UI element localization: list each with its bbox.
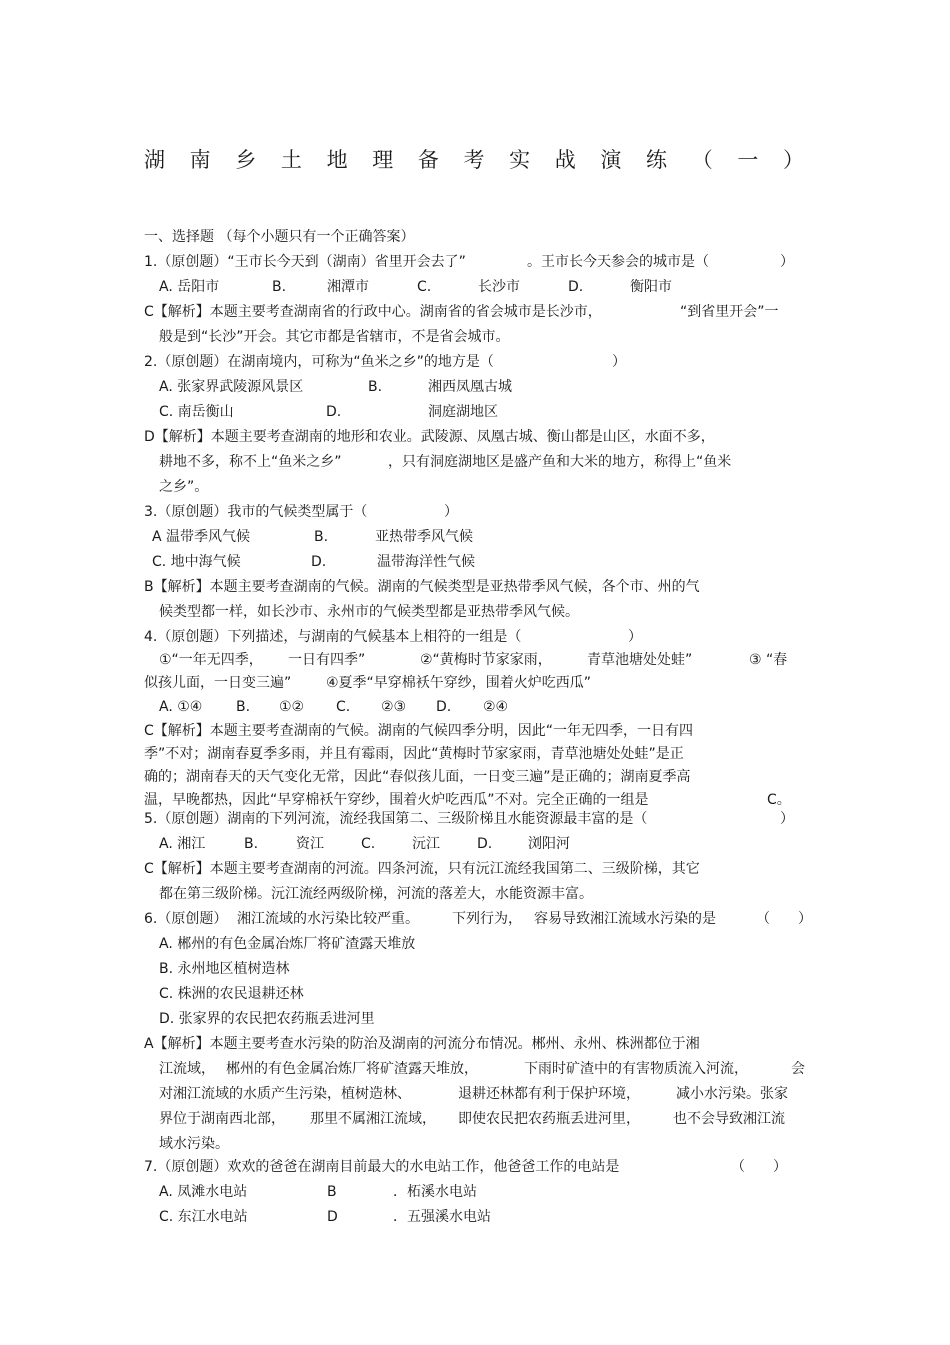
option-b-text: 资江 [296,836,324,852]
option-d: D. [477,836,493,852]
section-heading: 一、选择题 （每个小题只有一个正确答案） [144,229,415,245]
option-d-text: ②④ [483,699,509,715]
analysis-line: 确的；湖南春天的天气变化无常，因此“春似孩儿面，一日变三遍”是正确的；湖南夏季高 [144,769,691,785]
title-char: 战 [554,148,576,172]
question-1-stem: 1.（原创题）“王市长今天到（湖南）省里开会去了” [144,254,466,270]
question-6-close: （ ） [756,911,812,927]
analysis-line: 界位于湖南西北部， [159,1111,285,1127]
option-d: D. [326,404,342,420]
analysis-line: 之乡”。 [159,479,209,495]
title-char: 湖 [144,148,165,172]
analysis-line: C【解析】本题主要考查湖南的河流。四条河流，只有沅江流经我国第二、三级阶梯，其它 [144,861,700,877]
analysis-line: B【解析】本题主要考查湖南的气候。湖南的气候类型是亚热带季风气候，各个市、州的气 [144,579,700,595]
analysis-line: 域水污染。 [159,1136,229,1152]
option-c: C. 东江水电站 [159,1209,248,1225]
statement-item: ④夏季“早穿棉袄午穿纱，围着火炉吃西瓜” [326,675,592,691]
title-char: 乡 [235,148,257,172]
analysis-line: C【解析】本题主要考查湖南的气候。湖南的气候四季分明，因此“一年无四季，一日有四 [144,723,694,739]
question-4-stem: 4.（原创题）下列描述，与湖南的气候基本上相符的一组是（ [144,629,522,645]
question-7-stem: 7.（原创题）欢欢的爸爸在湖南目前最大的水电站工作，他爸爸工作的电站是 [144,1159,620,1175]
question-6-stem-cont: 下列行为， [452,911,522,927]
title-char: 地 [326,148,348,172]
title-char: 演 [600,148,622,172]
analysis-line: 会 [791,1061,805,1077]
option-c: C. 株洲的农民退耕还林 [159,986,304,1002]
question-3-stem: 3.（原创题）我市的气候类型属于（ [144,504,368,520]
question-6-stem-cont: 湘江流域的水污染比较严重。 [237,911,419,927]
title-char: 南 [189,148,211,172]
analysis-line: 耕地不多，称不上“鱼米之乡” [159,454,342,470]
analysis-line: 候类型都一样，如长沙市、永州市的气候类型都是亚热带季风气候。 [159,604,579,620]
analysis-line: 退耕还林都有利于保护环境， [458,1086,640,1102]
analysis-line: 即使农民把农药瓶丢进河里， [458,1111,640,1127]
analysis-line: ，只有洞庭湖地区是盛产鱼和大米的地方，称得上“鱼米 [388,454,732,470]
option-b: B. [314,529,329,545]
option-d: D. [311,554,327,570]
analysis-line: 减小水污染。张家 [676,1086,788,1102]
option-d-text: 洞庭湖地区 [428,404,498,420]
option-b: B. [272,279,287,295]
analysis-line: A【解析】本题主要考查水污染的防治及湖南的河流分布情况。郴州、永州、株洲都位于湘 [144,1036,700,1052]
option-b-text: 亚热带季风气候 [375,529,473,545]
option-c-text: 长沙市 [478,279,520,295]
title-char: 实 [509,148,531,172]
option-c-text: 沅江 [412,836,440,852]
option-b: B. [236,699,251,715]
option-a: A. 湘江 [159,836,206,852]
option-b: B. [244,836,259,852]
title-char: 土 [280,148,302,172]
option-d: D. [436,699,452,715]
question-2-stem: 2.（原创题）在湖南境内，可称为“鱼米之乡”的地方是（ [144,354,494,370]
option-d-text: 衡阳市 [630,279,672,295]
analysis-line: “到省里开会”一 [680,304,779,320]
option-b: B [327,1184,337,1200]
statement-item: ③ “春 [749,652,788,668]
question-5-close: ） [780,811,794,827]
option-d-text: ．五强溪水电站 [393,1209,491,1225]
option-a: A. 凤滩水电站 [159,1184,248,1200]
statement-item: 似孩儿面，一日变三遍” [144,675,292,691]
question-4-close: ） [628,629,642,645]
option-d-text: 浏阳河 [528,836,570,852]
option-b: B. [368,379,383,395]
option-a: A 温带季风气候 [152,529,251,545]
question-6-stem: 6.（原创题） [144,911,228,927]
analysis-line: 都在第三级阶梯。沅江流经两级阶梯，河流的落差大，水能资源丰富。 [159,886,593,902]
statement-item: 一日有四季” [288,652,366,668]
option-c: C. [336,699,351,715]
analysis-line: C【解析】本题主要考查湖南省的行政中心。湖南省的省会城市是长沙市， [144,304,602,320]
analysis-line: 郴州的有色金属冶炼厂将矿渣露天堆放， [226,1061,478,1077]
title-char: 一 [737,148,759,172]
question-6-stem-cont: 容易导致湘江流域水污染的是 [534,911,716,927]
option-b: B. 永州地区植树造林 [159,961,290,977]
question-5-stem: 5.（原创题）湖南的下列河流，流经我国第二、三级阶梯且水能资源最丰富的是（ [144,811,648,827]
option-c: C. 南岳衡山 [159,404,234,420]
title-char: 备 [417,148,439,172]
title-char: 理 [372,148,394,172]
statement-item: ①“一年无四季， [159,652,263,668]
analysis-line: 下雨时矿渣中的有害物质流入河流， [524,1061,748,1077]
option-d: D [327,1209,338,1225]
option-c-text: ②③ [381,699,407,715]
analysis-line: 那里不属湘江流域， [310,1111,436,1127]
option-b-text: 湘潭市 [327,279,369,295]
option-a: A. 郴州的有色金属冶炼厂将矿渣露天堆放 [159,936,416,952]
title-char: ） [782,148,804,172]
option-b-text: ①② [279,699,305,715]
option-b-text: 湘西凤凰古城 [428,379,512,395]
analysis-line: D【解析】本题主要考查湖南的地形和农业。武陵源、凤凰古城、衡山都是山区，水面不多， [144,429,715,445]
statement-item: 青草池塘处处蛙” [587,652,693,668]
question-1-stem-cont: 。王市长今天参会的城市是（ [527,254,709,270]
title-char: 练 [646,148,668,172]
title-char: 考 [463,148,485,172]
option-d: D. [568,279,584,295]
analysis-line: 般是到“长沙”开会。其它市都是省辖市，不是省会城市。 [159,329,510,345]
answer-mark: C。 [767,792,791,808]
title-char: （ [691,148,713,172]
option-a: A. ①④ [159,699,203,715]
analysis-line: 温，早晚都热，因此“早穿棉袄午穿纱，围着火炉吃西瓜”不对。完全正确的一组是 [144,792,649,808]
option-c: C. 地中海气候 [152,554,241,570]
statement-item: ②“黄梅时节家家雨， [420,652,552,668]
analysis-line: 也不会导致湘江流 [673,1111,785,1127]
question-2-close: ） [612,354,626,370]
option-d-text: 温带海洋性气候 [377,554,475,570]
analysis-line: 江流域， [159,1061,215,1077]
question-7-close: （ ） [731,1159,787,1175]
option-c: C. [361,836,376,852]
question-3-close: ） [444,504,458,520]
option-a: A. 岳阳市 [159,279,220,295]
page-title [144,146,804,174]
option-d: D. 张家界的农民把农药瓶丢进河里 [159,1011,375,1027]
option-c: C. [417,279,432,295]
analysis-line: 对湘江流域的水质产生污染，植树造林、 [159,1086,411,1102]
analysis-line: 季”不对；湖南春夏季多雨，并且有霉雨，因此“黄梅时节家家雨，青草池塘处处蛙”是正 [144,746,684,762]
option-a: A. 张家界武陵源风景区 [159,379,304,395]
option-b-text: ．柘溪水电站 [393,1184,477,1200]
question-1-close: ） [780,254,794,270]
